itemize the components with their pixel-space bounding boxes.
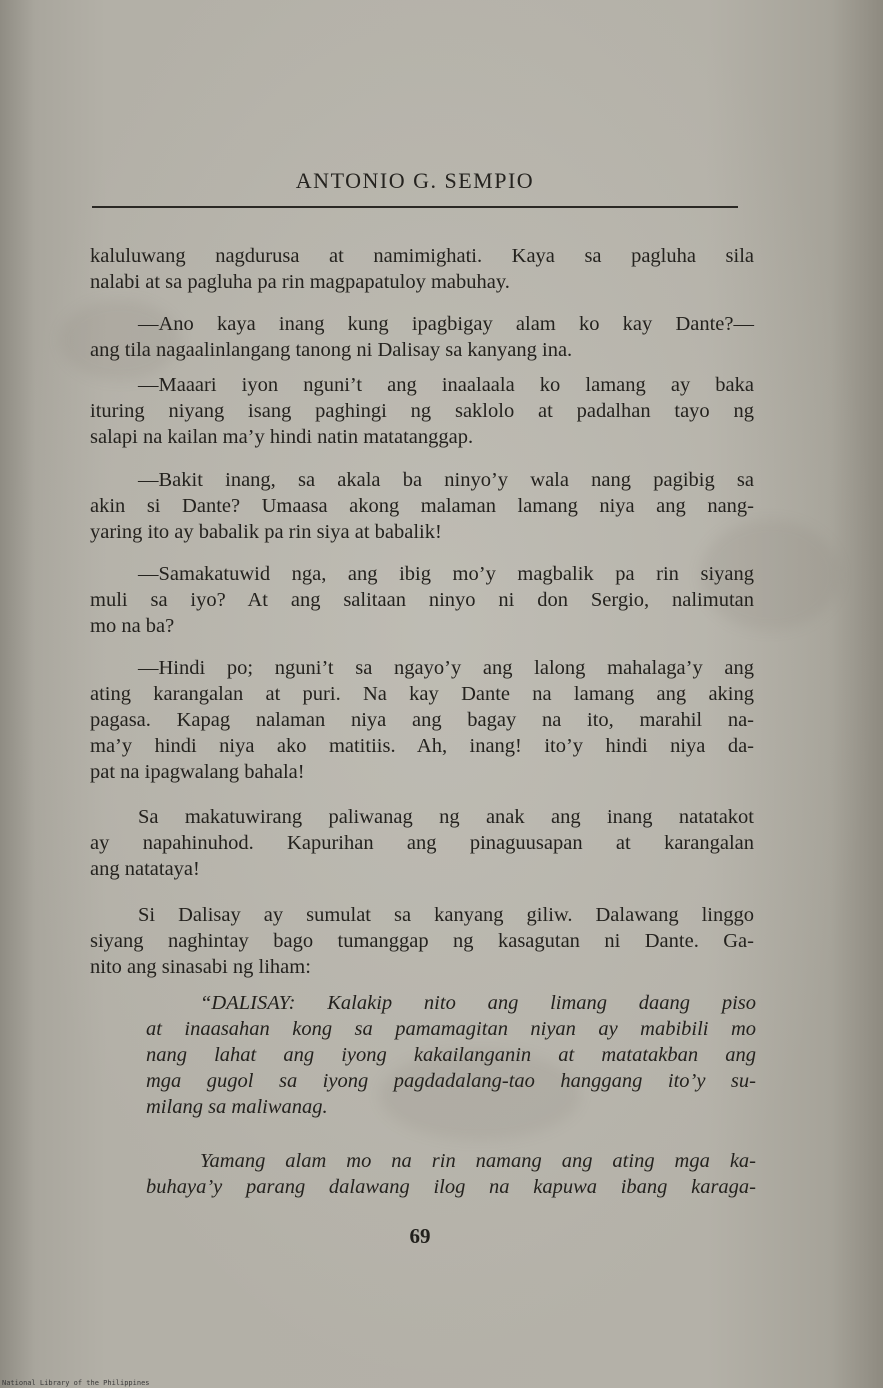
text-line: pat na ipagwalang bahala! — [90, 761, 305, 783]
paragraph — [90, 804, 754, 882]
text-line: ma’y hindi niya ako matitiis. Ah, inang! ito’y hindi niya da- — [90, 735, 754, 757]
text-line: Yamang alam mo na rin namang ang ating mga ka- — [200, 1150, 756, 1172]
text-line: —Maaari iyon nguni’t ang inaalaala ko lamang ay baka — [138, 374, 754, 396]
paragraph — [90, 467, 754, 545]
page-number: 69 — [409, 1224, 431, 1248]
text-line: Si Dalisay ay sumulat sa kanyang giliw. Dalawang linggo — [138, 904, 754, 926]
text-line: ituring niyang isang paghingi ng saklolo at padalhan tayo ng — [90, 400, 754, 422]
text-line: —Hindi po; nguni’t sa ngayo’y ang lalong mahalaga’y ang — [138, 657, 754, 679]
text-line: nang lahat ang iyong kakailanganin at matatakban ang — [146, 1044, 756, 1066]
paragraph — [90, 561, 754, 639]
paragraph — [90, 311, 754, 363]
paragraph — [90, 902, 754, 980]
text-line: at inaasahan kong sa pamamagitan niyan ay mabibili mo — [146, 1018, 756, 1040]
text-line: siyang naghintay bago tumanggap ng kasagutan ni Dante. Ga- — [90, 930, 754, 952]
letter-quote — [146, 990, 756, 1120]
library-credit: National Library of the Philippines — [2, 1379, 150, 1387]
text-line: “DALISAY: Kalakip nito ang limang daang piso — [200, 992, 756, 1014]
text-line: muli sa iyo? At ang salitaan ninyo ni don Sergio, nalimutan — [90, 589, 754, 611]
text-line: ay napahinuhod. Kapurihan ang pinaguusapan at karangalan — [90, 832, 754, 854]
text-line: ang tila nagaalinlangang tanong ni Dalisay sa kanyang ina. — [90, 339, 573, 361]
text-line: akin si Dante? Umaasa akong malaman lamang niya ang nang- — [90, 495, 754, 517]
text-line: salapi na kailan ma’y hindi natin matatanggap. — [90, 426, 474, 448]
text-line: kaluluwang nagdurusa at namimighati. Kaya sa pagluha sila — [90, 245, 754, 267]
paragraph — [90, 372, 754, 450]
letter-quote — [146, 1148, 756, 1200]
text-line: yaring ito ay babalik pa rin siya at babalik! — [90, 521, 442, 543]
text-line: —Bakit inang, sa akala ba ninyo’y wala nang pagibig sa — [138, 469, 754, 491]
text-line: ating karangalan at puri. Na kay Dante na lamang ang aking — [90, 683, 754, 705]
text-line: —Samakatuwid nga, ang ibig mo’y magbalik pa rin siyang — [138, 563, 754, 585]
header-rule — [92, 206, 738, 208]
text-line: nito ang sinasabi ng liham: — [90, 956, 311, 978]
text-line: milang sa maliwanag. — [146, 1096, 328, 1118]
paragraph — [90, 655, 754, 785]
running-header: ANTONIO G. SEMPIO — [295, 168, 535, 193]
text-line: nalabi at sa pagluha pa rin magpapatuloy mabuhay. — [90, 271, 510, 293]
text-line: —Ano kaya inang kung ipagbigay alam ko kay Dante?— — [138, 313, 754, 335]
text-line: buhaya’y parang dalawang ilog na kapuwa ibang karaga- — [146, 1176, 756, 1198]
text-line: mo na ba? — [90, 615, 175, 637]
text-line: ang natataya! — [90, 858, 200, 880]
paragraph — [90, 243, 754, 295]
text-line: Sa makatuwirang paliwanag ng anak ang inang natatakot — [138, 806, 754, 828]
text-line: pagasa. Kapag nalaman niya ang bagay na ito, marahil na- — [90, 709, 754, 731]
text-line: mga gugol sa iyong pagdadalang-tao hanggang ito’y su- — [146, 1070, 756, 1092]
